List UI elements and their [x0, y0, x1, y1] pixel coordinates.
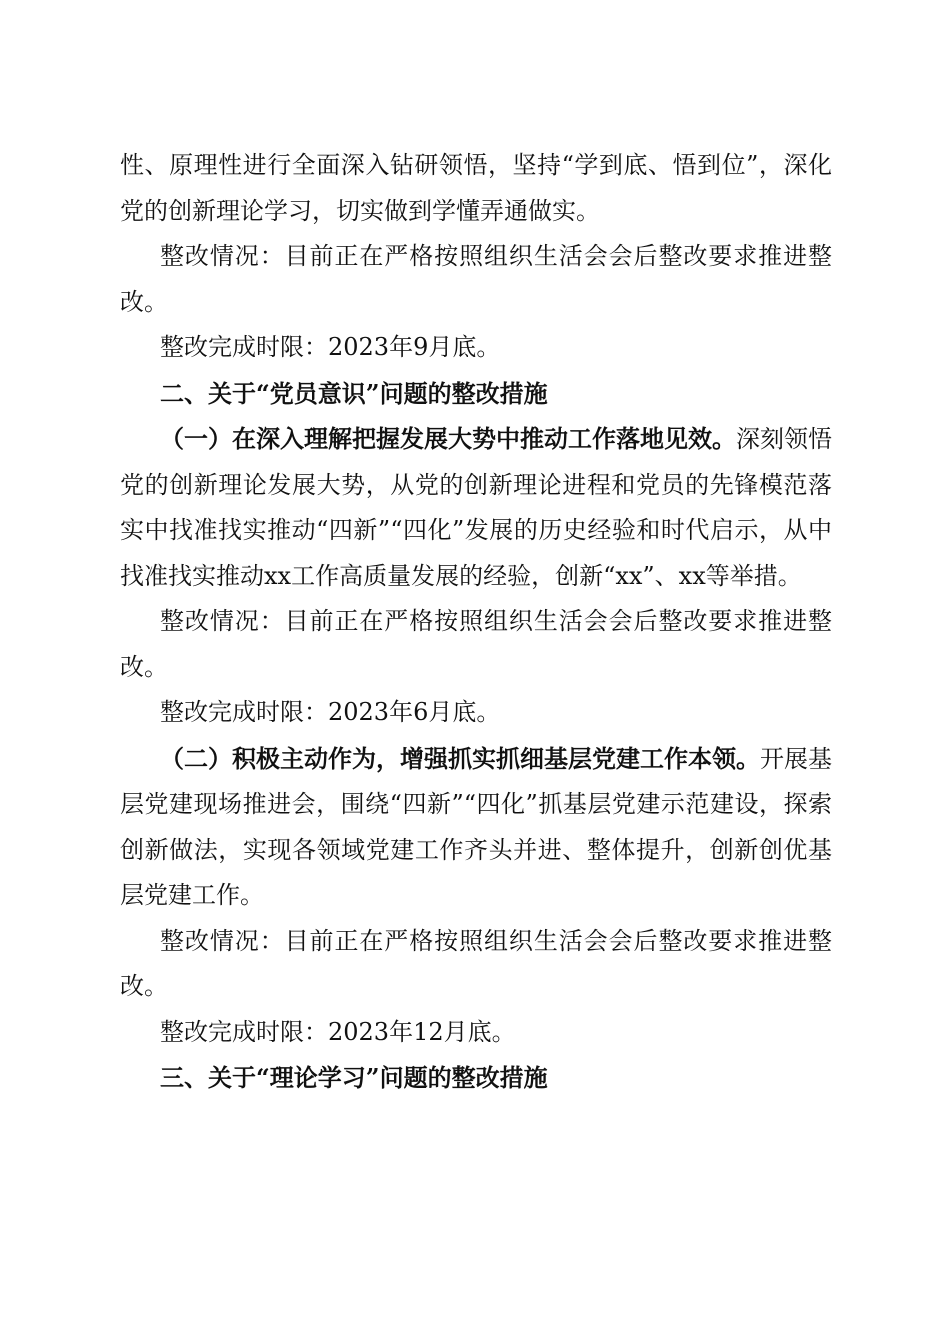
measure-title: （一）在深入理解把握发展大势中推动工作落地见效。	[160, 424, 736, 453]
section-heading-theory-study: 三、关于“理论学习”问题的整改措施	[160, 1063, 548, 1092]
rectification-deadline: 整改完成时限：2023年9月底。	[160, 333, 501, 361]
measure-paragraph	[120, 416, 832, 599]
rectification-status: 整改情况：目前正在严格按照组织生活会会后整改要求推进整改。	[120, 926, 832, 1000]
rectification-deadline: 整改完成时限：2023年6月底。	[160, 698, 501, 726]
rectification-deadline: 整改完成时限：2023年12月底。	[160, 1017, 516, 1046]
document-body	[120, 143, 832, 1101]
rectification-status: 整改情况：目前正在严格按照组织生活会会后整改要求推进整改。	[120, 607, 832, 681]
measure-body: 开展基层党建现场推进会，围绕“四新”“四化”抓基层党建示范建设，探索创新做法，实现各领域党建工作齐头并进、整体提升，创新创优基层党建工作。	[120, 744, 832, 909]
paragraph-continuation: 性、原理性进行全面深入钻研领悟，坚持“学到底、悟到位”，深化党的创新理论学习，切实做到学懂弄通做实。	[120, 151, 832, 225]
measure-paragraph	[120, 736, 832, 919]
rectification-status: 整改情况：目前正在严格按照组织生活会会后整改要求推进整改。	[120, 242, 832, 316]
measure-body: 深刻领悟党的创新理论发展大势，从党的创新理论进程和党员的先锋模范落实中找准找实推动“四新”“四化”发展的历史经验和时代启示，从中找准找实推动xx工作高质量发展的经验，创新“xx”、xx等举措。	[120, 425, 832, 590]
section-heading-party-awareness: 二、关于“党员意识”问题的整改措施	[160, 378, 548, 408]
measure-title: （二）积极主动作为，增强抓实抓细基层党建工作本领。	[160, 743, 760, 773]
